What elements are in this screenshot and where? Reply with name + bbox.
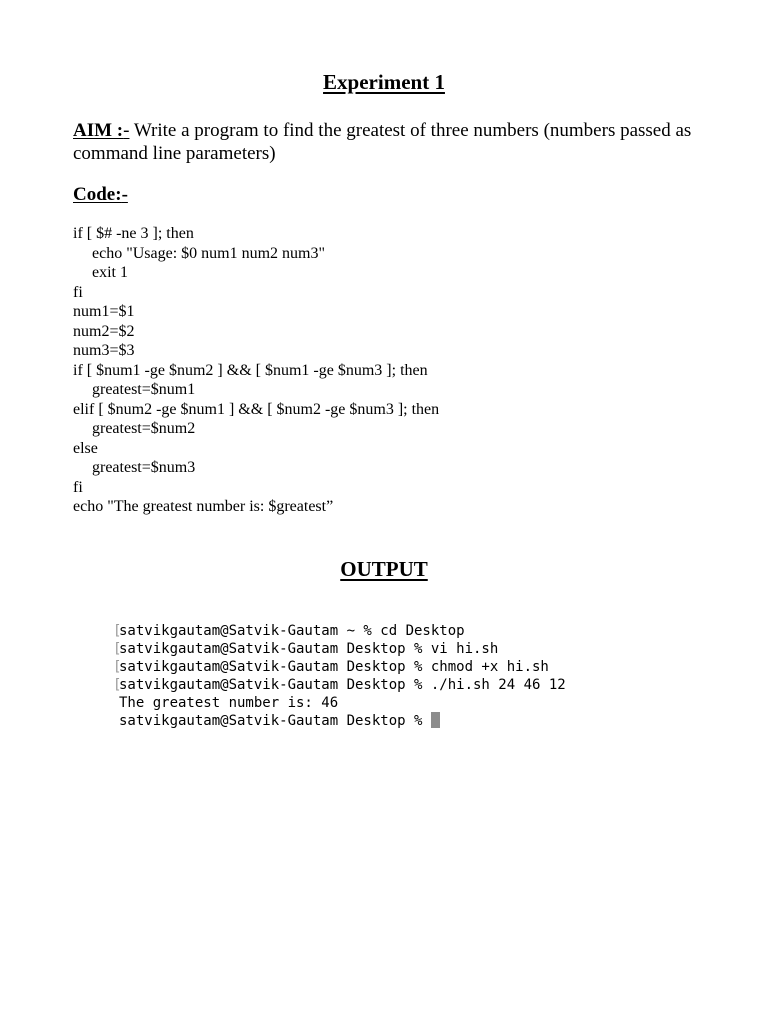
terminal-line (113, 622, 713, 640)
terminal-line-text: The greatest number is: 46 (119, 695, 339, 711)
terminal-line-text: satvikgautam@Satvik-Gautam Desktop % vi hi.sh (119, 641, 499, 657)
terminal-bracket: [ (113, 659, 122, 675)
terminal-bracket: [ (113, 641, 122, 657)
code-heading-label: Code: (73, 184, 122, 205)
output-heading: OUTPUT (340, 557, 428, 581)
code-line: num1=$1 (73, 303, 135, 320)
terminal-line (113, 676, 713, 694)
terminal-line-text: satvikgautam@Satvik-Gautam Desktop % (119, 713, 431, 729)
page-title: Experiment 1 (323, 70, 445, 94)
terminal-line-text: satvikgautam@Satvik-Gautam Desktop % chmod +x hi.sh (119, 659, 549, 675)
code-line: num2=$2 (73, 322, 135, 340)
code-heading-dash: - (121, 184, 128, 205)
terminal-output (113, 622, 713, 730)
terminal-bracket: [ (113, 623, 122, 639)
terminal-line (113, 640, 713, 658)
code-line: greatest=$num3 (92, 459, 196, 476)
code-line: exit 1 (92, 264, 128, 281)
code-line: greatest=$num1 (92, 381, 196, 398)
code-line: num3=$3 (73, 342, 135, 359)
terminal-cursor-icon (431, 712, 440, 728)
terminal-line (113, 712, 713, 730)
aim-dash: - (123, 120, 130, 141)
code-heading (73, 183, 128, 206)
terminal-bracket: [ (113, 677, 122, 693)
code-line: elif [ $num2 -ge $num1 ] && [ $num2 -ge $num3 ]; then (73, 400, 440, 418)
terminal-line-text: satvikgautam@Satvik-Gautam Desktop % ./hi.sh 24 46 12 (119, 677, 566, 693)
code-line: echo "The greatest number is: $greatest” (73, 498, 334, 515)
code-block (73, 224, 713, 517)
code-line: fi (73, 283, 83, 301)
aim-label: AIM : (73, 120, 124, 141)
code-line: if [ $# -ne 3 ]; then (73, 225, 194, 242)
aim-paragraph (73, 119, 713, 165)
terminal-line (113, 658, 713, 676)
aim-text: Write a program to find the greatest of three numbers (numbers passed as command line parameters) (73, 120, 692, 164)
code-line: greatest=$num2 (92, 420, 196, 437)
code-line: fi (73, 478, 83, 496)
code-line: if [ $num1 -ge $num2 ] && [ $num1 -ge $num3 ]; then (73, 361, 428, 379)
code-line: echo "Usage: $0 num1 num2 num3" (92, 244, 326, 262)
terminal-line (113, 694, 713, 712)
terminal-line-text: satvikgautam@Satvik-Gautam ~ % cd Desktop (119, 623, 465, 639)
code-line: else (73, 439, 98, 457)
